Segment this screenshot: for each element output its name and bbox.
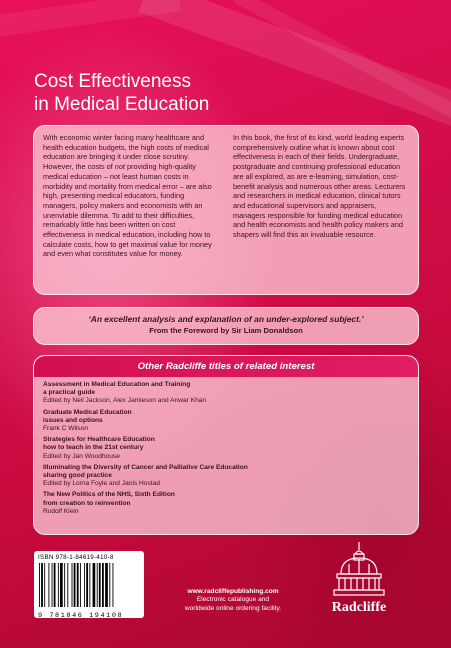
barcode-bar bbox=[39, 563, 40, 607]
related-title: Illuminating the Diversity of Cancer and Palliative Care Education bbox=[43, 463, 248, 471]
list-item bbox=[43, 436, 409, 461]
related-editors: Rudolf Klein bbox=[43, 507, 79, 515]
barcode-bar bbox=[109, 563, 110, 607]
publisher-ordering-line: worldwide online ordering facility. bbox=[184, 604, 282, 612]
barcode-bar bbox=[54, 563, 56, 607]
related-subtitle: sharing good practice bbox=[43, 472, 112, 480]
barcode-bar bbox=[93, 563, 96, 607]
logo-name: Radcliffe bbox=[331, 600, 387, 615]
list-item bbox=[43, 491, 409, 516]
barcode-bar bbox=[86, 563, 88, 607]
barcode-bar bbox=[64, 563, 65, 607]
description-text: With economic winter facing many healthcare and health education budgets, the high costs of medical education are bringing it under close scrutiny. However, the costs of bbox=[43, 133, 209, 172]
list-item bbox=[43, 464, 409, 489]
publisher-web-info bbox=[158, 588, 308, 613]
review-quote: ‘An excellent analysis and explanation of an under-explored subject.’ bbox=[88, 314, 364, 324]
barcode-bars bbox=[38, 563, 140, 607]
barcode-bar bbox=[58, 563, 59, 607]
related-titles-panel bbox=[33, 355, 419, 535]
barcode-bar bbox=[60, 563, 63, 607]
related-titles-heading: Other Radcliffe titles of related interest bbox=[34, 356, 418, 377]
description-panel bbox=[33, 125, 419, 295]
related-title: The New Politics of the NHS, Sixth Edition bbox=[43, 491, 175, 499]
related-title: Strategies for Healthcare Education bbox=[43, 436, 155, 444]
barcode-bar bbox=[41, 563, 43, 607]
barcode-bar bbox=[48, 563, 49, 607]
title-line-2: in Medical Education bbox=[34, 94, 210, 115]
related-subtitle: issues and options bbox=[43, 416, 103, 424]
title-line-1: Cost Effectiveness bbox=[34, 71, 192, 92]
book-title bbox=[34, 70, 209, 116]
background-stripe bbox=[0, 0, 181, 42]
related-editors: Edited by Jan Woodhouse bbox=[43, 452, 120, 460]
description-emphasis: not bbox=[114, 162, 125, 172]
related-title: Graduate Medical Education bbox=[43, 408, 132, 416]
description-right-column: In this book, the first of its kind, world leading experts comprehensively outline what is known about cost effectiveness in each of their fields. Undergraduate, postgraduate and continuing professional education are all explored, as are e-learning, simulation, cost-benefit analysis and numerous other areas. Lecturers and researchers in medical education, clinical tutors and educational supervisors and appraisers, managers responsible for funding medical education and health economists and health policy makers and shapers will find this an invaluable resource. bbox=[233, 133, 406, 240]
barcode-bar bbox=[113, 563, 114, 607]
isbn-text: ISBN 978-1-84619-410-8 bbox=[38, 554, 114, 561]
related-editors: Edited by Neil Jackson, Alex Jamieson and Anwar Khan bbox=[43, 397, 207, 405]
related-editors: Frank C Wilson bbox=[43, 425, 89, 433]
dome-icon bbox=[329, 540, 389, 598]
review-attribution: From the Foreword by Sir Liam Donaldson bbox=[149, 326, 303, 335]
barcode-bar bbox=[105, 563, 108, 607]
related-title: Assessment in Medical Education and Training bbox=[43, 381, 191, 388]
related-subtitle: a practical guide bbox=[43, 389, 96, 397]
related-subtitle: how to teach in the 21st century bbox=[43, 444, 144, 452]
barcode-bar bbox=[67, 563, 68, 607]
barcode-bar bbox=[80, 563, 81, 607]
radcliffe-logo bbox=[300, 540, 418, 622]
review-panel bbox=[33, 307, 419, 345]
related-editors: Edited by Lorna Foyle and Janis Hostad bbox=[43, 480, 160, 488]
barcode-bar bbox=[97, 563, 98, 607]
isbn-barcode bbox=[34, 551, 144, 618]
publisher-url[interactable]: www.radcliffepublishing.com bbox=[187, 588, 279, 595]
barcode-bar bbox=[77, 563, 79, 607]
barcode-bar bbox=[74, 563, 76, 607]
description-text: providing high-quality medical education – not least human costs in morbidity and mortality from medical error – are also high, presenting medical educators, funding managers, policy makers and economists with an unenviable dilemma. To add to their difficulties, remarkably little has been written on cost effectiveness in medical education, including how to calculate costs, how to get maximal value for money and even what constitutes value for money. bbox=[43, 162, 212, 259]
description-left-column bbox=[43, 133, 219, 287]
list-item bbox=[43, 409, 409, 434]
related-titles-list bbox=[34, 377, 418, 523]
isbn-digits: 9 781846 194108 bbox=[38, 612, 124, 620]
barcode-bar bbox=[84, 563, 85, 607]
barcode-bar bbox=[52, 563, 53, 607]
barcode-bar bbox=[44, 563, 45, 607]
related-subtitle: from creation to reinvention bbox=[43, 499, 131, 507]
barcode-bar bbox=[99, 563, 101, 607]
list-item bbox=[43, 381, 409, 406]
barcode-bar bbox=[102, 563, 104, 607]
barcode-bar bbox=[89, 563, 90, 607]
barcode-bar bbox=[72, 563, 73, 607]
publisher-catalogue-line: Electronic catalogue and bbox=[196, 596, 270, 604]
